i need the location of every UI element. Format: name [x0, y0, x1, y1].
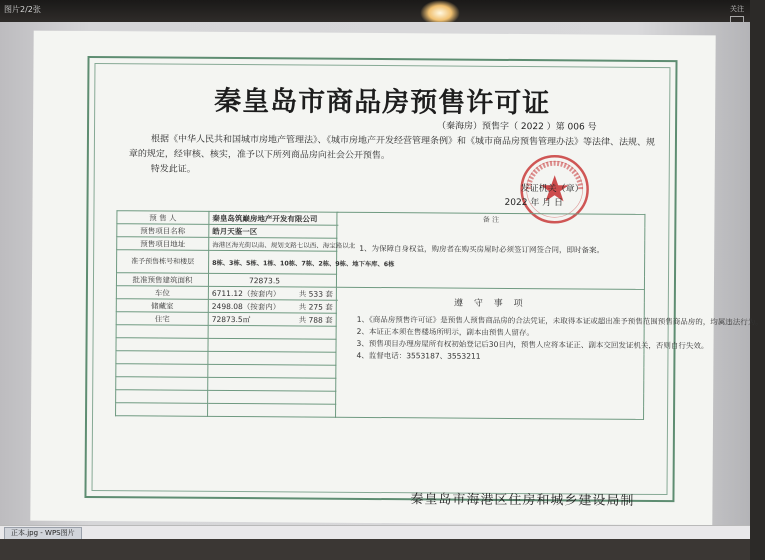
label-residential: 住宅 — [116, 312, 208, 326]
label-seller: 预 售 人 — [117, 211, 209, 225]
value-buildings: 8栋、3栋、5栋、1栋、10栋、7栋、2栋、9栋、地下车库、6栋 — [209, 250, 337, 274]
value-project-address: 海港区海光街以南、规划支路七以西、海宝路以北 — [209, 237, 337, 251]
page-indicator: 图片2/2张 — [4, 5, 41, 14]
label-project-name: 预售项目名称 — [117, 224, 209, 238]
certificate-number: （秦海房）预售字（ 2022 ）第 006 号 — [437, 121, 597, 133]
notice-cell — [336, 287, 763, 419]
remarks-label: 备 注 — [482, 215, 500, 224]
certificate-paper — [30, 31, 763, 526]
monitor-bezel-bottom — [0, 539, 750, 560]
value-residential-units: 共 788 套 — [298, 314, 333, 325]
value-residential-area: 72873.5㎡ — [211, 314, 251, 324]
preamble-text: 根据《中华人民共和国城市房地产管理法》、《城市房地产开发经营管理条例》和《城市商品房预售管理办法》等法律、法规、规章的规定，经审核、核实，准予以下所列商品房向社会公开预售。 — [128, 134, 656, 162]
certificate-border — [84, 56, 763, 509]
notice-item: 4、监督电话：3553187、3553211 — [356, 350, 481, 361]
label-approved-area: 批准预售建筑面积 — [116, 273, 208, 287]
presale-table — [115, 210, 763, 420]
value-storage-area: 2498.08（按套内） — [211, 301, 281, 311]
value-parking-area: 6711.12（按套内） — [211, 288, 281, 298]
notice-item: 1、《商品房预售许可证》是预售人预售商品房的合法凭证，未取得本证或超出准予预售范围预售商品房的，均属违法行为。 — [356, 314, 763, 327]
certificate-title: 秦皇岛市商品房预售许可证 — [214, 85, 551, 120]
remarks-cell — [336, 212, 645, 289]
value-storage-units: 共 275 套 — [298, 301, 333, 312]
notice-list — [346, 314, 763, 364]
special-cert-text: 特发此证。 — [150, 164, 196, 175]
label-buildings: 准予预售栋号和楼层 — [117, 250, 209, 274]
taskbar — [0, 525, 750, 540]
close-label[interactable]: 关注 — [730, 5, 744, 13]
value-approved-area: 72873.5 — [208, 273, 336, 287]
value-project-name: 皓月天鉴一区 — [209, 224, 337, 238]
label-parking: 车位 — [116, 286, 208, 300]
remarks-text: 1、为保障自身权益，购房者在购买房屋时必须签订网签合同，即时备案。 — [359, 243, 605, 255]
value-parking-units: 共 533 套 — [298, 288, 333, 299]
notice-title: 遵 守 事 项 — [453, 298, 527, 310]
issuer-label: 发证机关（章） — [520, 184, 584, 195]
value-seller: 秦皇岛筑巅房地产开发有限公司 — [209, 211, 337, 225]
label-project-address: 预售项目地址 — [117, 237, 209, 251]
taskbar-item-image-viewer[interactable]: 正本.jpg - WPS图片 — [4, 527, 82, 540]
label-storage: 储藏室 — [116, 299, 208, 313]
issuing-authority-footer: 秦皇岛市海港区住房和城乡建设局制 — [410, 492, 635, 509]
notice-item: 2、本证正本须在售楼场所明示，副本由预售人留存。 — [356, 326, 534, 338]
notice-item: 3、预售项目办理房屋所有权初始登记后30日内，预售人应将本证正、副本交回发证机关，否则自行失效。 — [356, 338, 709, 351]
issue-date: 2022 年 月 日 — [504, 197, 564, 209]
